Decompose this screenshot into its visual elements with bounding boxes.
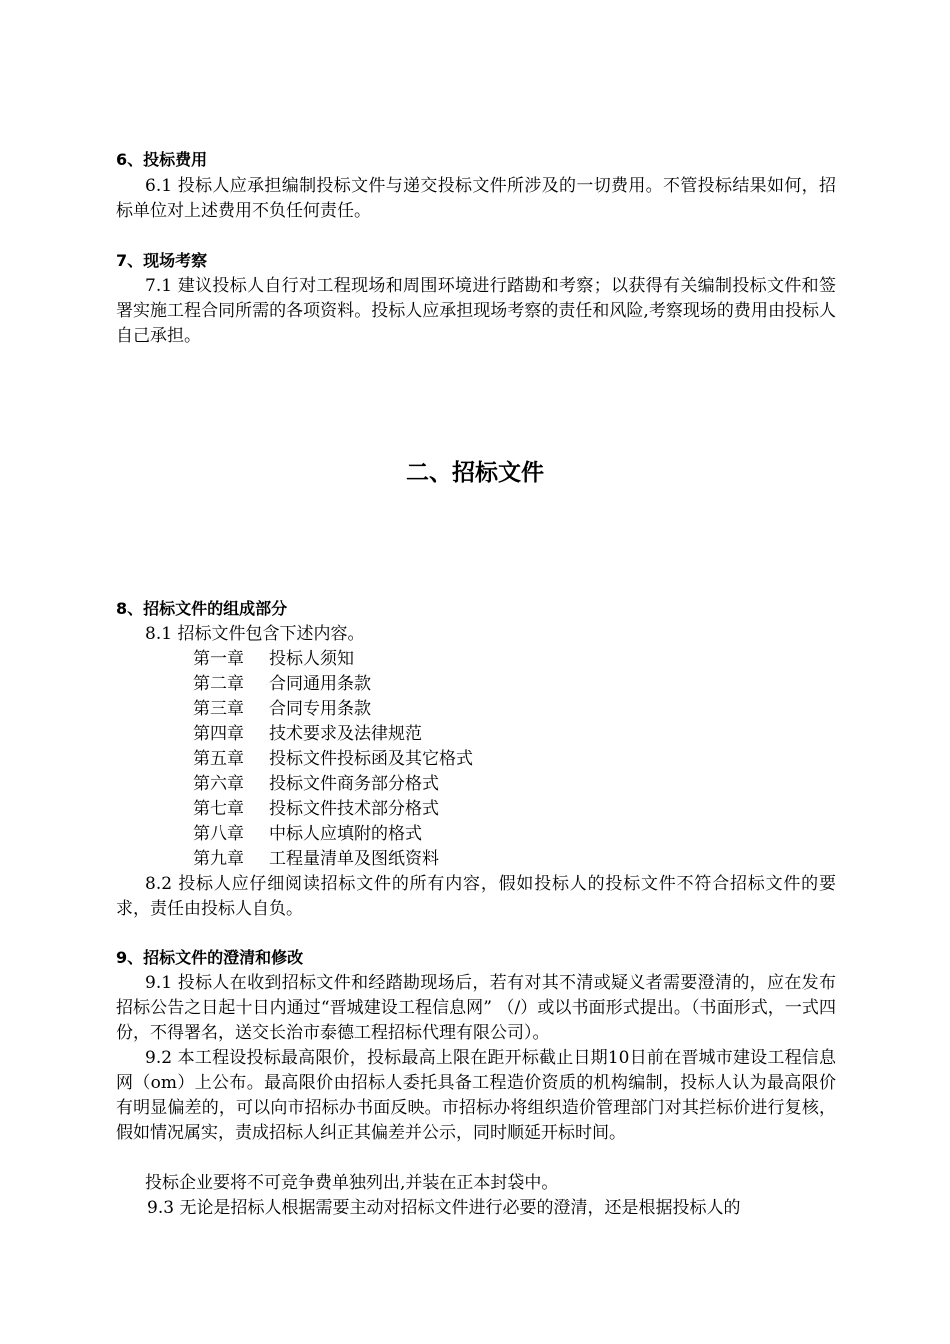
- chapter-title: 投标文件投标函及其它格式: [269, 749, 473, 769]
- section-8-heading: 8、招标文件的组成部分: [116, 599, 288, 618]
- chapter-number: 第四章: [193, 724, 244, 744]
- chapter-number: 第二章: [193, 674, 244, 694]
- chapter-list-item: [193, 647, 354, 672]
- chapter-list-item: [193, 822, 422, 847]
- chapter-list-item: [193, 672, 371, 697]
- chapter-title: 投标文件商务部分格式: [269, 774, 439, 794]
- chapter-number: 第八章: [193, 824, 244, 844]
- part-title: 二、招标文件: [406, 460, 544, 486]
- chapter-list-item: [193, 772, 439, 797]
- chapter-list-item: [193, 697, 371, 722]
- section-6-heading: 6、投标费用: [116, 150, 208, 169]
- chapter-number: 第三章: [193, 699, 244, 719]
- section-9-paragraph-1: 9.1 投标人在收到招标文件和经踏勘现场后，若有对其不清或疑义者需要澄清的，应在发布招标公告之日起十日内通过“晋城建设工程信息网” （/）或以书面形式提出。（书面形式，一式四份，不得署名，送交长治市泰德工程招标代理有限公司）。: [116, 973, 836, 1043]
- chapter-title: 中标人应填附的格式: [269, 824, 422, 844]
- chapter-list-item: [193, 847, 439, 872]
- section-9-paragraph-2: 9.2 本工程设投标最高限价，投标最高上限在距开标截止日期10日前在晋城市建设工程信息网（om）上公布。最高限价由招标人委托具备工程造价资质的机构编制，投标人认为最高限价有明显偏差的，可以向市招标办书面反映。市招标办将组织造价管理部门对其拦标价进行复核，假如情况属实，责成招标人纠正其偏差并公示，同时顺延开标时间。: [116, 1048, 836, 1143]
- section-9-paragraph-3: 投标企业要将不可竞争费单独列出,并装在正本封袋中。: [145, 1173, 559, 1193]
- section-7-paragraph-1: 7.1 建议投标人自行对工程现场和周围环境进行踏勘和考察；以获得有关编制投标文件和签署实施工程合同所需的各项资料。投标人应承担现场考察的责任和风险,考察现场的费用由投标人自己承担。: [116, 276, 836, 346]
- chapter-number: 第七章: [193, 799, 244, 819]
- section-7-heading: 7、现场考察: [116, 251, 208, 270]
- chapter-title: 投标人须知: [269, 649, 354, 669]
- chapter-title: 技术要求及法律规范: [269, 724, 422, 744]
- chapter-list-item: [193, 747, 473, 772]
- chapter-title: 合同专用条款: [269, 699, 371, 719]
- section-8-intro: 8.1 招标文件包含下述内容。: [145, 624, 365, 644]
- chapter-title: 工程量清单及图纸资料: [269, 849, 439, 869]
- chapter-title: 投标文件技术部分格式: [269, 799, 439, 819]
- section-6-paragraph-1: 6.1 投标人应承担编制投标文件与递交投标文件所涉及的一切费用。不管投标结果如何，招标单位对上述费用不负任何责任。: [116, 176, 836, 221]
- chapter-list-item: [193, 722, 422, 747]
- chapter-number: 第六章: [193, 774, 244, 794]
- chapter-number: 第九章: [193, 849, 244, 869]
- chapter-title: 合同通用条款: [269, 674, 371, 694]
- chapter-list-item: [193, 797, 439, 822]
- chapter-number: 第五章: [193, 749, 244, 769]
- section-8-paragraph-2: 8.2 投标人应仔细阅读招标文件的所有内容，假如投标人的投标文件不符合招标文件的要求，责任由投标人自负。: [116, 874, 836, 919]
- section-9-paragraph-4: 9.3 无论是招标人根据需要主动对招标文件进行必要的澄清，还是根据投标人的: [147, 1198, 741, 1218]
- section-9-heading: 9、招标文件的澄清和修改: [116, 948, 304, 967]
- chapter-number: 第一章: [193, 649, 244, 669]
